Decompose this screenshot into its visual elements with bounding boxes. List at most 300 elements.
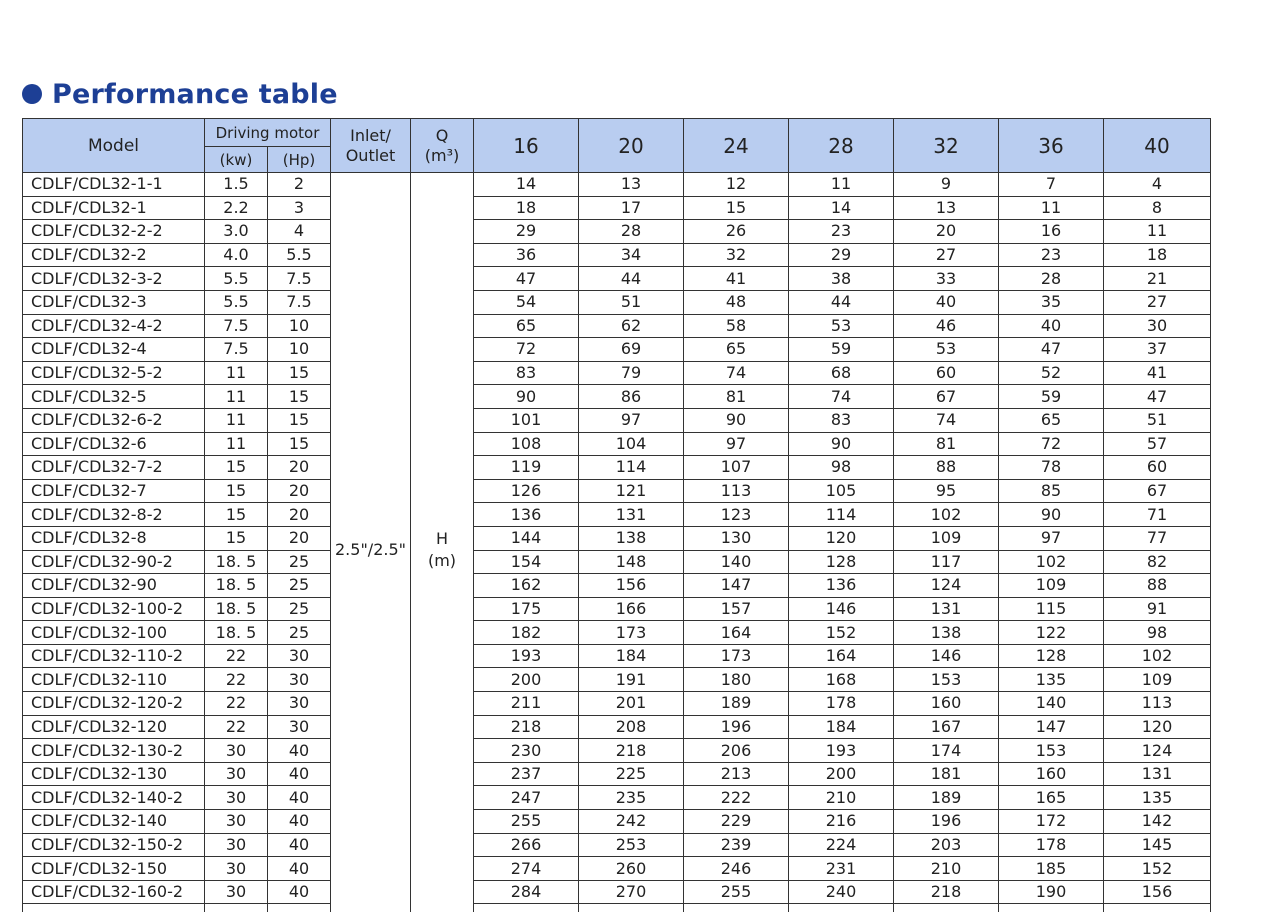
cell-head-value: 122 bbox=[999, 621, 1104, 645]
cell-head-value: 114 bbox=[579, 456, 684, 480]
cell-head-value: 247 bbox=[474, 786, 579, 810]
cell-head-value: 40 bbox=[999, 314, 1104, 338]
cell-head-value: 229 bbox=[684, 810, 789, 834]
cell-empty bbox=[1104, 904, 1211, 912]
cell-model: CDLF/CDL32-2 bbox=[23, 243, 205, 267]
cell-head-value: 29 bbox=[789, 243, 894, 267]
cell-model: CDLF/CDL32-6-2 bbox=[23, 408, 205, 432]
table-row bbox=[23, 196, 1211, 220]
cell-head-value: 97 bbox=[684, 432, 789, 456]
cell-hp: 40 bbox=[268, 786, 331, 810]
cell-head-value: 97 bbox=[579, 408, 684, 432]
cell-kw: 2.2 bbox=[205, 196, 268, 220]
table-row bbox=[23, 597, 1211, 621]
cell-hp: 40 bbox=[268, 833, 331, 857]
cell-empty bbox=[894, 904, 999, 912]
cell-head-value: 51 bbox=[1104, 408, 1211, 432]
table-row bbox=[23, 810, 1211, 834]
cell-head-value: 266 bbox=[474, 833, 579, 857]
head-unit-wrap bbox=[411, 528, 473, 572]
cell-head-value: 239 bbox=[684, 833, 789, 857]
cell-head-value: 9 bbox=[894, 173, 999, 197]
head-unit-line2: (m) bbox=[427, 551, 457, 570]
cell-head-value: 153 bbox=[894, 668, 999, 692]
cell-head-value: 8 bbox=[1104, 196, 1211, 220]
cell-head-value: 90 bbox=[474, 385, 579, 409]
cell-head-value: 86 bbox=[579, 385, 684, 409]
cell-empty bbox=[999, 904, 1104, 912]
cell-head-value: 173 bbox=[579, 621, 684, 645]
cell-hp: 15 bbox=[268, 385, 331, 409]
cell-head-value: 140 bbox=[999, 692, 1104, 716]
cell-model: CDLF/CDL32-140-2 bbox=[23, 786, 205, 810]
cell-head-value: 113 bbox=[684, 479, 789, 503]
header-flow-36: 36 bbox=[999, 119, 1104, 173]
cell-head-value: 102 bbox=[1104, 644, 1211, 668]
cell-hp: 15 bbox=[268, 432, 331, 456]
cell-head-value: 147 bbox=[999, 715, 1104, 739]
cell-hp: 15 bbox=[268, 361, 331, 385]
cell-head-value: 191 bbox=[579, 668, 684, 692]
cell-head-value: 157 bbox=[684, 597, 789, 621]
cell-model: CDLF/CDL32-5-2 bbox=[23, 361, 205, 385]
header-q bbox=[411, 119, 474, 173]
cell-head-value: 173 bbox=[684, 644, 789, 668]
cell-hp: 20 bbox=[268, 456, 331, 480]
cell-head-value: 53 bbox=[894, 338, 999, 362]
cell-head-value: 62 bbox=[579, 314, 684, 338]
cell-head-value: 109 bbox=[894, 526, 999, 550]
cell-head-value: 119 bbox=[474, 456, 579, 480]
cell-head-value: 79 bbox=[579, 361, 684, 385]
cell-head-value: 160 bbox=[894, 692, 999, 716]
cell-head-value: 178 bbox=[999, 833, 1104, 857]
cell-head-value: 102 bbox=[999, 550, 1104, 574]
cell-kw: 18. 5 bbox=[205, 574, 268, 598]
cell-head-value: 196 bbox=[894, 810, 999, 834]
cell-model: CDLF/CDL32-8 bbox=[23, 526, 205, 550]
cell-head-value: 135 bbox=[1104, 786, 1211, 810]
table-row bbox=[23, 786, 1211, 810]
cell-head-value: 140 bbox=[684, 550, 789, 574]
cell-head-value: 235 bbox=[579, 786, 684, 810]
cell-head-value: 104 bbox=[579, 432, 684, 456]
cell-empty bbox=[23, 904, 205, 912]
cell-kw: 4.0 bbox=[205, 243, 268, 267]
cell-model: CDLF/CDL32-4-2 bbox=[23, 314, 205, 338]
cell-kw: 1.5 bbox=[205, 173, 268, 197]
cell-model: CDLF/CDL32-120 bbox=[23, 715, 205, 739]
cell-head-value: 74 bbox=[684, 361, 789, 385]
header-flow-24: 24 bbox=[684, 119, 789, 173]
cell-head-value: 29 bbox=[474, 220, 579, 244]
cell-head-value: 7 bbox=[999, 173, 1104, 197]
cell-head-value: 11 bbox=[789, 173, 894, 197]
cell-head-value: 230 bbox=[474, 739, 579, 763]
cell-model: CDLF/CDL32-110-2 bbox=[23, 644, 205, 668]
header-inlet-outlet bbox=[331, 119, 411, 173]
cell-head-value: 60 bbox=[894, 361, 999, 385]
cell-head-value: 83 bbox=[474, 361, 579, 385]
bullet-icon bbox=[22, 84, 42, 104]
cell-head-value: 196 bbox=[684, 715, 789, 739]
header-flow-28: 28 bbox=[789, 119, 894, 173]
cell-head-value: 59 bbox=[999, 385, 1104, 409]
cell-head-value: 200 bbox=[474, 668, 579, 692]
header-flow-20: 20 bbox=[579, 119, 684, 173]
cell-hp: 10 bbox=[268, 338, 331, 362]
header-driving-motor: Driving motor bbox=[205, 119, 331, 147]
cell-head-value: 224 bbox=[789, 833, 894, 857]
table-row bbox=[23, 479, 1211, 503]
header-inlet-line2: Outlet bbox=[345, 145, 396, 165]
cell-head-value: 200 bbox=[789, 762, 894, 786]
cell-head-value: 18 bbox=[474, 196, 579, 220]
cell-head-value: 189 bbox=[684, 692, 789, 716]
cell-head-value: 144 bbox=[474, 526, 579, 550]
cell-head-value: 206 bbox=[684, 739, 789, 763]
cell-model: CDLF/CDL32-100-2 bbox=[23, 597, 205, 621]
cell-head-value: 90 bbox=[789, 432, 894, 456]
cell-head-value: 114 bbox=[789, 503, 894, 527]
cell-kw: 22 bbox=[205, 644, 268, 668]
cell-head-value: 193 bbox=[789, 739, 894, 763]
cell-kw: 11 bbox=[205, 408, 268, 432]
cell-model: CDLF/CDL32-4 bbox=[23, 338, 205, 362]
cell-empty bbox=[205, 904, 268, 912]
cell-head-value: 184 bbox=[579, 644, 684, 668]
cell-model: CDLF/CDL32-110 bbox=[23, 668, 205, 692]
cell-kw: 11 bbox=[205, 361, 268, 385]
cell-hp: 7.5 bbox=[268, 267, 331, 291]
cell-hp: 25 bbox=[268, 574, 331, 598]
header-kw: (kw) bbox=[205, 147, 268, 173]
cell-head-value: 68 bbox=[789, 361, 894, 385]
cell-kw: 18. 5 bbox=[205, 597, 268, 621]
table-row bbox=[23, 314, 1211, 338]
cell-head-value: 65 bbox=[684, 338, 789, 362]
cell-head-value: 28 bbox=[999, 267, 1104, 291]
header-flow-32: 32 bbox=[894, 119, 999, 173]
table-row bbox=[23, 503, 1211, 527]
cell-head-value: 37 bbox=[1104, 338, 1211, 362]
cell-head-value: 218 bbox=[579, 739, 684, 763]
cell-head-value: 105 bbox=[789, 479, 894, 503]
table-row bbox=[23, 408, 1211, 432]
cell-head-value: 13 bbox=[894, 196, 999, 220]
cell-model: CDLF/CDL32-1 bbox=[23, 196, 205, 220]
head-unit-line1: H bbox=[435, 529, 449, 548]
cell-model: CDLF/CDL32-5 bbox=[23, 385, 205, 409]
table-row bbox=[23, 173, 1211, 197]
cell-head-value: 138 bbox=[579, 526, 684, 550]
cell-kw: 30 bbox=[205, 810, 268, 834]
cell-head-value: 156 bbox=[1104, 880, 1211, 904]
table-row bbox=[23, 550, 1211, 574]
cell-hp: 40 bbox=[268, 810, 331, 834]
cell-head-value: 65 bbox=[999, 408, 1104, 432]
cell-head-value: 120 bbox=[789, 526, 894, 550]
header-hp: (Hp) bbox=[268, 147, 331, 173]
cell-head-value: 16 bbox=[999, 220, 1104, 244]
cell-head-value: 44 bbox=[579, 267, 684, 291]
table-row bbox=[23, 621, 1211, 645]
cell-kw: 30 bbox=[205, 857, 268, 881]
table-row bbox=[23, 290, 1211, 314]
cell-head-value: 11 bbox=[999, 196, 1104, 220]
cell-head-value: 166 bbox=[579, 597, 684, 621]
cell-head-value: 148 bbox=[579, 550, 684, 574]
cell-head-value: 136 bbox=[474, 503, 579, 527]
cell-head-value: 142 bbox=[1104, 810, 1211, 834]
cell-head-value: 91 bbox=[1104, 597, 1211, 621]
cell-hp: 15 bbox=[268, 408, 331, 432]
table-row bbox=[23, 456, 1211, 480]
cell-head-value: 156 bbox=[579, 574, 684, 598]
cell-head-value: 121 bbox=[579, 479, 684, 503]
cell-head-value: 28 bbox=[579, 220, 684, 244]
cell-head-value: 167 bbox=[894, 715, 999, 739]
cell-hp: 20 bbox=[268, 526, 331, 550]
cell-head-value: 97 bbox=[999, 526, 1104, 550]
cell-head-value: 193 bbox=[474, 644, 579, 668]
cell-head-value: 33 bbox=[894, 267, 999, 291]
cell-head-value: 18 bbox=[1104, 243, 1211, 267]
cell-head-value: 101 bbox=[474, 408, 579, 432]
cell-head-value: 115 bbox=[999, 597, 1104, 621]
cell-empty bbox=[474, 904, 579, 912]
cell-model: CDLF/CDL32-3-2 bbox=[23, 267, 205, 291]
cell-kw: 15 bbox=[205, 503, 268, 527]
cell-head-value: 51 bbox=[579, 290, 684, 314]
cell-hp: 40 bbox=[268, 762, 331, 786]
cell-model: CDLF/CDL32-150-2 bbox=[23, 833, 205, 857]
cell-head-value: 172 bbox=[999, 810, 1104, 834]
cell-head-value: 108 bbox=[474, 432, 579, 456]
cell-head-value: 30 bbox=[1104, 314, 1211, 338]
cell-head-value: 74 bbox=[789, 385, 894, 409]
cell-head-value: 201 bbox=[579, 692, 684, 716]
cell-head-value: 90 bbox=[684, 408, 789, 432]
cell-head-value: 48 bbox=[684, 290, 789, 314]
table-row bbox=[23, 644, 1211, 668]
cell-hp: 5.5 bbox=[268, 243, 331, 267]
cell-head-value: 52 bbox=[999, 361, 1104, 385]
table-row bbox=[23, 739, 1211, 763]
cell-head-value: 185 bbox=[999, 857, 1104, 881]
cell-kw: 30 bbox=[205, 833, 268, 857]
cell-head-value: 126 bbox=[474, 479, 579, 503]
cell-head-value: 26 bbox=[684, 220, 789, 244]
cell-head-value: 165 bbox=[999, 786, 1104, 810]
cell-hp: 10 bbox=[268, 314, 331, 338]
cell-model: CDLF/CDL32-7 bbox=[23, 479, 205, 503]
cell-kw: 5.5 bbox=[205, 290, 268, 314]
cell-head-value: 65 bbox=[474, 314, 579, 338]
cell-head-value: 81 bbox=[894, 432, 999, 456]
header-q-line2: (m³) bbox=[424, 145, 460, 165]
table-row bbox=[23, 338, 1211, 362]
cell-head-value: 203 bbox=[894, 833, 999, 857]
cell-head-value: 98 bbox=[1104, 621, 1211, 645]
cell-head-value: 178 bbox=[789, 692, 894, 716]
table-row bbox=[23, 267, 1211, 291]
cell-hp: 3 bbox=[268, 196, 331, 220]
cell-head-value: 138 bbox=[894, 621, 999, 645]
cell-head-value: 218 bbox=[894, 880, 999, 904]
cell-hp: 20 bbox=[268, 479, 331, 503]
cell-head-value: 210 bbox=[894, 857, 999, 881]
section-title bbox=[22, 76, 338, 112]
cell-model: CDLF/CDL32-130 bbox=[23, 762, 205, 786]
cell-head-value: 124 bbox=[894, 574, 999, 598]
table-row bbox=[23, 385, 1211, 409]
cell-head-value: 109 bbox=[999, 574, 1104, 598]
cell-head-value: 210 bbox=[789, 786, 894, 810]
cell-head-value: 128 bbox=[999, 644, 1104, 668]
cell-model: CDLF/CDL32-1-1 bbox=[23, 173, 205, 197]
cell-head-value: 146 bbox=[789, 597, 894, 621]
cell-head-value: 124 bbox=[1104, 739, 1211, 763]
cell-head-value: 15 bbox=[684, 196, 789, 220]
cell-head-value: 131 bbox=[579, 503, 684, 527]
cell-head-value: 225 bbox=[579, 762, 684, 786]
cell-hp: 40 bbox=[268, 857, 331, 881]
cell-head-value: 237 bbox=[474, 762, 579, 786]
cell-head-value: 13 bbox=[579, 173, 684, 197]
cell-head-value: 53 bbox=[789, 314, 894, 338]
cell-head-value: 117 bbox=[894, 550, 999, 574]
cell-head-value: 216 bbox=[789, 810, 894, 834]
cell-empty bbox=[789, 904, 894, 912]
header-model: Model bbox=[23, 119, 205, 173]
cell-head-value: 113 bbox=[1104, 692, 1211, 716]
cell-head-value: 14 bbox=[789, 196, 894, 220]
cell-head-value: 168 bbox=[789, 668, 894, 692]
cell-hp: 20 bbox=[268, 503, 331, 527]
cell-head-value: 14 bbox=[474, 173, 579, 197]
cell-head-value: 47 bbox=[1104, 385, 1211, 409]
cell-head-value: 41 bbox=[1104, 361, 1211, 385]
cell-head-value: 152 bbox=[789, 621, 894, 645]
cell-head-value: 81 bbox=[684, 385, 789, 409]
cell-hp: 7.5 bbox=[268, 290, 331, 314]
cell-model: CDLF/CDL32-6 bbox=[23, 432, 205, 456]
table-row-cutoff bbox=[23, 904, 1211, 912]
cell-head-value: 88 bbox=[1104, 574, 1211, 598]
cell-head-value: 145 bbox=[1104, 833, 1211, 857]
cell-head-value: 152 bbox=[1104, 857, 1211, 881]
cell-head-value: 260 bbox=[579, 857, 684, 881]
cell-head-value: 85 bbox=[999, 479, 1104, 503]
cell-head-value: 72 bbox=[999, 432, 1104, 456]
cell-head-value: 240 bbox=[789, 880, 894, 904]
cell-head-value: 71 bbox=[1104, 503, 1211, 527]
cell-head-value: 34 bbox=[579, 243, 684, 267]
cell-head-value: 4 bbox=[1104, 173, 1211, 197]
cell-head-value: 23 bbox=[999, 243, 1104, 267]
table-row bbox=[23, 668, 1211, 692]
table-row bbox=[23, 526, 1211, 550]
cell-head-value: 74 bbox=[894, 408, 999, 432]
table-row bbox=[23, 833, 1211, 857]
cell-inlet-outlet: 2.5"/2.5" bbox=[331, 173, 411, 912]
cell-head-value: 27 bbox=[894, 243, 999, 267]
cell-head-value: 72 bbox=[474, 338, 579, 362]
cell-model: CDLF/CDL32-90-2 bbox=[23, 550, 205, 574]
cell-head-value: 54 bbox=[474, 290, 579, 314]
cell-hp: 40 bbox=[268, 880, 331, 904]
cell-head-value: 78 bbox=[999, 456, 1104, 480]
cell-head-value: 146 bbox=[894, 644, 999, 668]
cell-head-value: 123 bbox=[684, 503, 789, 527]
cell-model: CDLF/CDL32-120-2 bbox=[23, 692, 205, 716]
cell-head-value: 95 bbox=[894, 479, 999, 503]
cell-model: CDLF/CDL32-3 bbox=[23, 290, 205, 314]
cell-head-value: 218 bbox=[474, 715, 579, 739]
cell-hp: 30 bbox=[268, 692, 331, 716]
cell-head-value: 164 bbox=[684, 621, 789, 645]
cell-head-value: 242 bbox=[579, 810, 684, 834]
cell-head-value: 88 bbox=[894, 456, 999, 480]
cell-kw: 22 bbox=[205, 715, 268, 739]
cell-head-value: 253 bbox=[579, 833, 684, 857]
table-row bbox=[23, 857, 1211, 881]
cell-head-value: 255 bbox=[684, 880, 789, 904]
cell-kw: 11 bbox=[205, 385, 268, 409]
cell-head-value: 90 bbox=[999, 503, 1104, 527]
section-title-text: Performance table bbox=[52, 78, 338, 110]
cell-head-value: 180 bbox=[684, 668, 789, 692]
table-row bbox=[23, 880, 1211, 904]
cell-head-value: 98 bbox=[789, 456, 894, 480]
cell-kw: 18. 5 bbox=[205, 550, 268, 574]
cell-head-value: 38 bbox=[789, 267, 894, 291]
cell-hp: 25 bbox=[268, 597, 331, 621]
cell-head-value: 135 bbox=[999, 668, 1104, 692]
cell-head-value: 11 bbox=[1104, 220, 1211, 244]
cell-kw: 3.0 bbox=[205, 220, 268, 244]
cell-head-value: 213 bbox=[684, 762, 789, 786]
table-body bbox=[23, 173, 1211, 912]
cell-head-value: 47 bbox=[999, 338, 1104, 362]
cell-head-value: 40 bbox=[894, 290, 999, 314]
cell-model: CDLF/CDL32-140 bbox=[23, 810, 205, 834]
cell-head-value: 59 bbox=[789, 338, 894, 362]
cell-model: CDLF/CDL32-8-2 bbox=[23, 503, 205, 527]
cell-head-value: 23 bbox=[789, 220, 894, 244]
table-row bbox=[23, 361, 1211, 385]
cell-head-value: 102 bbox=[894, 503, 999, 527]
cell-kw: 18. 5 bbox=[205, 621, 268, 645]
cell-head-unit bbox=[411, 173, 474, 912]
cell-head-value: 231 bbox=[789, 857, 894, 881]
header-q-line1: Q bbox=[435, 125, 449, 145]
cell-head-value: 60 bbox=[1104, 456, 1211, 480]
cell-model: CDLF/CDL32-130-2 bbox=[23, 739, 205, 763]
cell-hp: 40 bbox=[268, 739, 331, 763]
cell-kw: 15 bbox=[205, 526, 268, 550]
cell-hp: 30 bbox=[268, 668, 331, 692]
cell-kw: 22 bbox=[205, 668, 268, 692]
cell-head-value: 130 bbox=[684, 526, 789, 550]
cell-head-value: 211 bbox=[474, 692, 579, 716]
table-row bbox=[23, 243, 1211, 267]
cell-model: CDLF/CDL32-100 bbox=[23, 621, 205, 645]
cell-head-value: 181 bbox=[894, 762, 999, 786]
cell-head-value: 120 bbox=[1104, 715, 1211, 739]
cell-kw: 11 bbox=[205, 432, 268, 456]
